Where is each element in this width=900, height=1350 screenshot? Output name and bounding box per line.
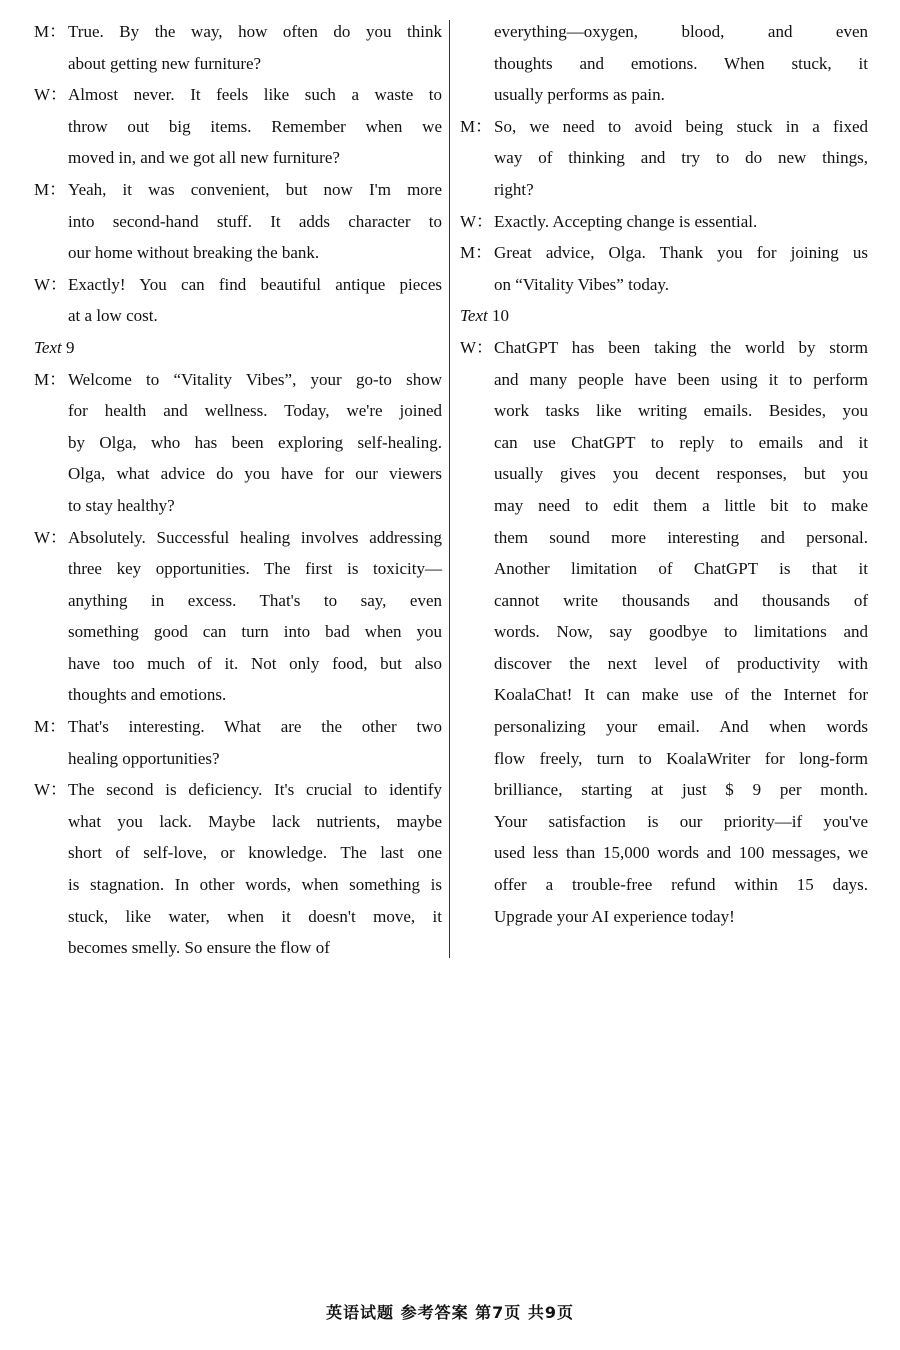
text-line: healing opportunities?	[68, 748, 220, 768]
text-line: words. Now, say goodbye to limitations and	[494, 622, 868, 642]
dialogue-turn	[34, 16, 442, 79]
page-footer: 英语试题 参考答案 第7页 共9页	[326, 1303, 574, 1322]
dialogue-turn	[460, 237, 868, 300]
right-column	[460, 16, 868, 932]
speaker-label: M：	[34, 22, 67, 41]
text-line: at a low cost.	[68, 306, 158, 326]
text-line: Olga, what advice do you have for our viewers	[68, 464, 442, 484]
text-line: Another limitation of ChatGPT is that it	[494, 559, 868, 579]
text-line: The second is deficiency. It's crucial to identify	[68, 780, 442, 800]
heading-label: Text	[460, 306, 488, 326]
text-line: can use ChatGPT to reply to emails and it	[494, 432, 868, 452]
dialogue-turn	[460, 332, 868, 932]
text-line: discover the next level of productivity with	[494, 653, 868, 673]
text-line: is stagnation. In other words, when something is	[68, 875, 442, 895]
text-line: becomes smelly. So ensure the flow of	[68, 938, 330, 958]
dialogue-turn	[34, 79, 442, 174]
speaker-label: M：	[34, 717, 67, 737]
dialogue-turn	[34, 364, 442, 522]
speaker-label: M：	[34, 369, 67, 389]
text-section-heading	[34, 332, 442, 364]
text-line: short of self-love, or knowledge. The last one	[68, 843, 442, 863]
text-line: to stay healthy?	[68, 495, 175, 515]
speaker-label: W：	[34, 527, 68, 547]
dialogue-turn	[34, 269, 442, 332]
text-line: True. By the way, how often do you think	[68, 22, 442, 41]
dialogue-turn	[460, 206, 868, 238]
text-line: Yeah, it was convenient, but now I'm more	[68, 179, 442, 199]
text-line: usually performs as pain.	[494, 85, 665, 105]
dialogue-turn	[34, 711, 442, 774]
text-line: offer a trouble-free refund within 15 days.	[494, 875, 868, 895]
text-line: right?	[494, 179, 534, 199]
text-line: personalizing your email. And when words	[494, 717, 868, 737]
text-line: stuck, like water, when it doesn't move, it	[68, 906, 442, 926]
text-line: moved in, and we got all new furniture?	[68, 148, 340, 168]
speaker-label: W：	[34, 274, 68, 294]
text-line: So, we need to avoid being stuck in a fixed	[494, 116, 868, 136]
text-line: Almost never. It feels like such a waste to	[68, 85, 442, 105]
text-line: Your satisfaction is our priority—if you've	[494, 811, 868, 831]
text-line: for health and wellness. Today, we're joined	[68, 401, 442, 421]
speaker-label: W：	[460, 337, 494, 357]
text-line: work tasks like writing emails. Besides, you	[494, 401, 868, 421]
text-line: by Olga, who has been exploring self-healing.	[68, 432, 442, 452]
text-line: everything—oxygen, blood, and even	[494, 22, 868, 41]
text-line: on “Vitality Vibes” today.	[494, 274, 670, 294]
text-line: usually gives you decent responses, but you	[494, 464, 868, 484]
text-line: something good can turn into bad when you	[68, 622, 442, 642]
text-line: Exactly. Accepting change is essential.	[494, 211, 758, 231]
text-line: way of thinking and try to do new things,	[494, 148, 868, 168]
text-line: may need to edit them a little bit to make	[494, 495, 868, 515]
speaker-label: M：	[460, 116, 493, 136]
text-line: thoughts and emotions.	[68, 685, 227, 705]
speaker-label: M：	[34, 179, 67, 199]
text-line: cannot write thousands and thousands of	[494, 590, 868, 610]
speaker-label: W：	[34, 85, 68, 105]
text-line: KoalaChat! It can make use of the Internet for	[494, 685, 868, 705]
heading-label: Text	[34, 337, 62, 357]
text-line: about getting new furniture?	[68, 53, 262, 73]
text-line: Upgrade your AI experience today!	[494, 906, 735, 926]
text-line: have too much of it. Not only food, but also	[68, 653, 442, 673]
text-line: flow freely, turn to KoalaWriter for long-form	[494, 748, 868, 768]
text-line: used less than 15,000 words and 100 messages, we	[494, 843, 868, 863]
text-line: Welcome to “Vitality Vibes”, your go-to show	[68, 369, 442, 389]
text-line: three key opportunities. The first is toxicity—	[68, 559, 442, 579]
text-line: brilliance, starting at just $ 9 per month.	[494, 780, 868, 800]
text-line: Great advice, Olga. Thank you for joining us	[494, 243, 868, 263]
heading-number: 9	[65, 337, 75, 357]
text-line: Exactly! You can find beautiful antique pieces	[68, 274, 442, 294]
column-divider	[449, 20, 450, 958]
dialogue-turn	[34, 774, 442, 964]
text-line: and many people have been using it to perform	[494, 369, 868, 389]
text-line: anything in excess. That's to say, even	[68, 590, 442, 610]
speaker-label: W：	[34, 780, 68, 800]
speaker-label: W：	[460, 211, 494, 231]
speaker-label: M：	[460, 243, 493, 263]
dialogue-turn	[34, 522, 442, 712]
text-line: That's interesting. What are the other two	[68, 717, 442, 737]
dialogue-turn	[460, 16, 868, 111]
text-section-heading	[460, 300, 868, 332]
text-line: our home without breaking the bank.	[68, 243, 320, 263]
dialogue-turn	[460, 111, 868, 206]
dialogue-turn	[34, 174, 442, 269]
left-column	[34, 16, 442, 964]
text-line: them sound more interesting and personal.	[494, 527, 868, 547]
text-line: ChatGPT has been taking the world by storm	[494, 337, 868, 357]
text-line: what you lack. Maybe lack nutrients, maybe	[68, 811, 442, 831]
text-line: throw out big items. Remember when we	[68, 116, 442, 136]
text-line: thoughts and emotions. When stuck, it	[494, 53, 868, 73]
heading-number: 10	[491, 306, 509, 326]
text-line: Absolutely. Successful healing involves addressing	[68, 527, 442, 547]
text-line: into second-hand stuff. It adds character to	[68, 211, 442, 231]
